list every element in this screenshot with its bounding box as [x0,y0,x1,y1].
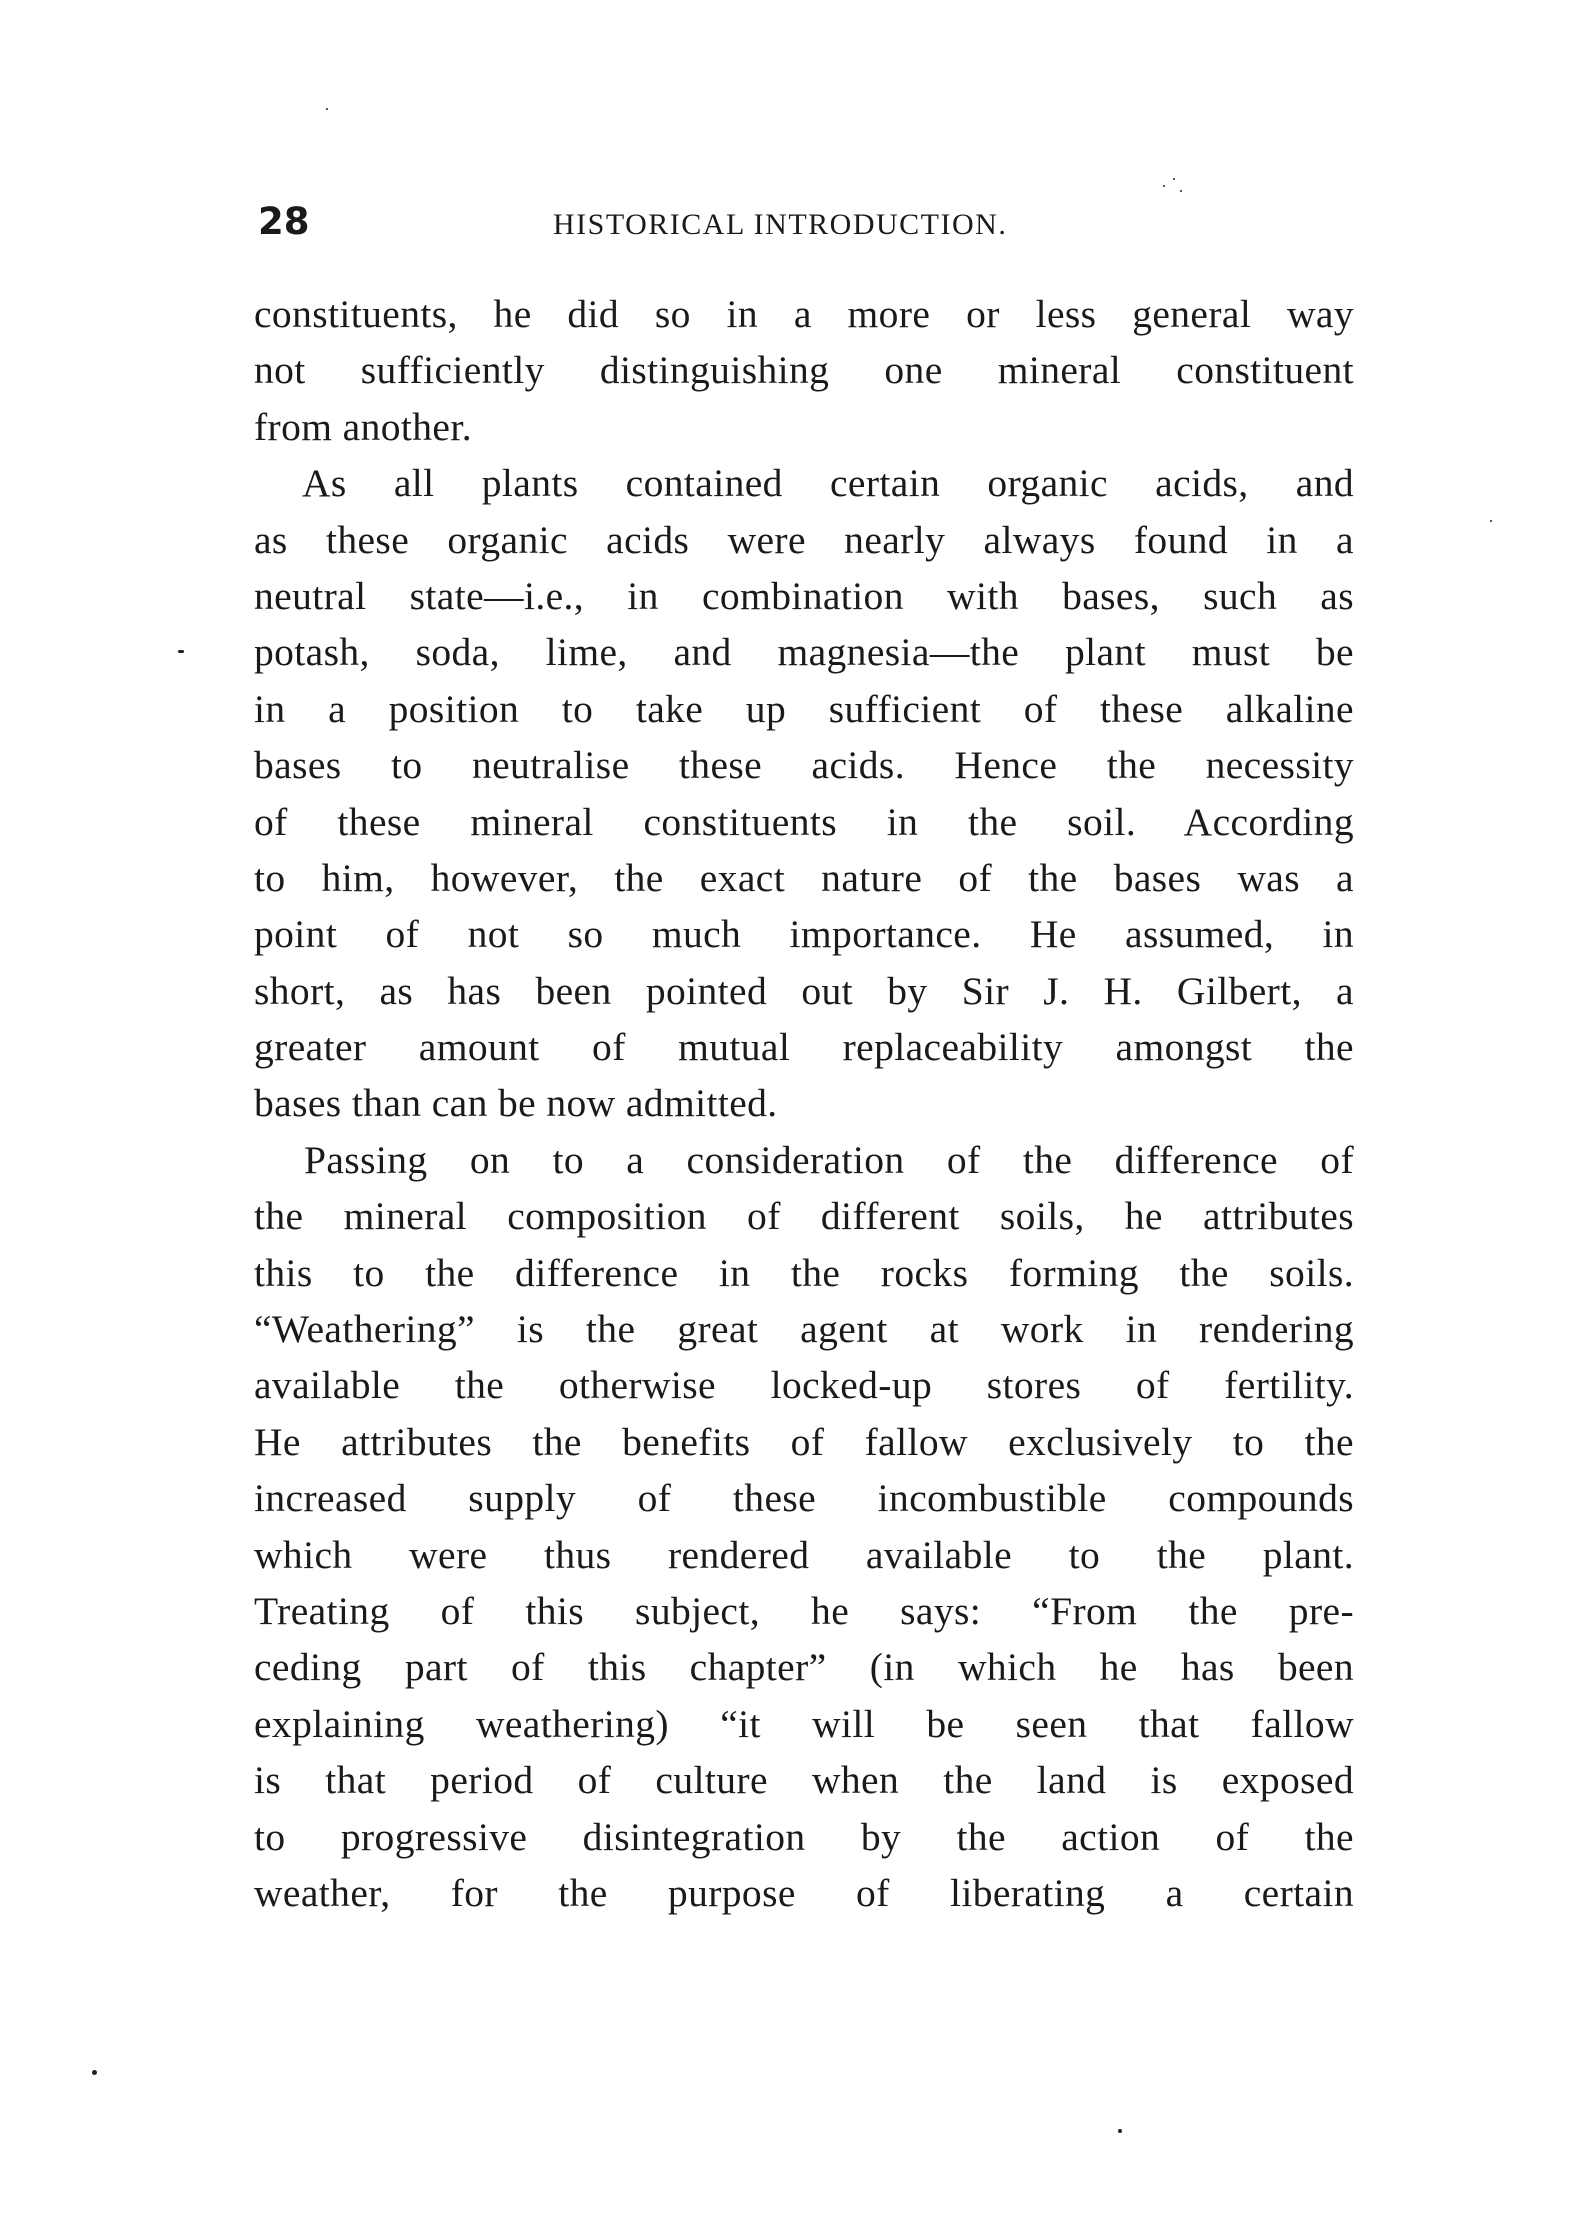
text-line: greater amount of mutual replaceability amongst the [254,1025,1354,1070]
text-line: available the otherwise locked-up stores of fertility. [254,1363,1354,1408]
text-line: Passing on to a consideration of the difference of [304,1137,1354,1182]
text-line: not sufficiently distinguishing one mineral constituent [254,348,1354,393]
body-text [254,286,1354,1921]
speck [178,650,184,653]
speck [1163,185,1165,187]
running-head: HISTORICAL INTRODUCTION. [553,208,1008,241]
text-line: explaining weathering) “it will be seen that fallow [254,1701,1354,1746]
text-line: bases than can be now admitted. [254,1081,778,1126]
page-header [258,202,1353,262]
text-line: ceding part of this chapter” (in which he has been [254,1645,1354,1690]
text-line: Treating of this subject, he says: “From the pre- [254,1588,1354,1633]
text-line: point of not so much importance. He assumed, in [254,912,1354,957]
text-line: “Weathering” is the great agent at work in rendering [254,1307,1354,1352]
speck [1180,190,1182,192]
text-line: from another. [254,404,472,449]
text-line: constituents, he did so in a more or less general way [254,292,1354,336]
text-line: to progressive disintegration by the action of the [254,1814,1354,1859]
speck [1173,178,1175,180]
speck [1490,520,1492,522]
text-line: bases to neutralise these acids. Hence the necessity [254,743,1354,788]
text-line: the mineral composition of different soils, he attributes [254,1194,1354,1239]
text-line: neutral state—i.e., in combination with bases, such as [254,573,1354,618]
page-number: 28 [258,200,310,243]
speck [326,108,328,110]
text-line: As all plants contained certain organic acids, and [302,461,1354,506]
text-line: is that period of culture when the land is exposed [254,1758,1354,1803]
speck [1118,2129,1122,2133]
text-line: as these organic acids were nearly always found in a [254,517,1354,562]
text-line: which were thus rendered available to the plant. [254,1532,1354,1577]
text-line: of these mineral constituents in the soil. According [254,799,1354,844]
text-line: increased supply of these incombustible compounds [254,1476,1354,1521]
speck [92,2070,97,2075]
text-line: He attributes the benefits of fallow exclusively to the [254,1419,1354,1464]
text-line: this to the difference in the rocks forming the soils. [254,1250,1354,1295]
text-line: potash, soda, lime, and magnesia—the plant must be [254,630,1354,675]
text-line: weather, for the purpose of liberating a certain [254,1870,1354,1915]
text-line: in a position to take up sufficient of these alkaline [254,686,1354,731]
text-line: to him, however, the exact nature of the bases was a [254,855,1354,900]
text-line: short, as has been pointed out by Sir J. H. Gilbert, a [254,968,1354,1013]
